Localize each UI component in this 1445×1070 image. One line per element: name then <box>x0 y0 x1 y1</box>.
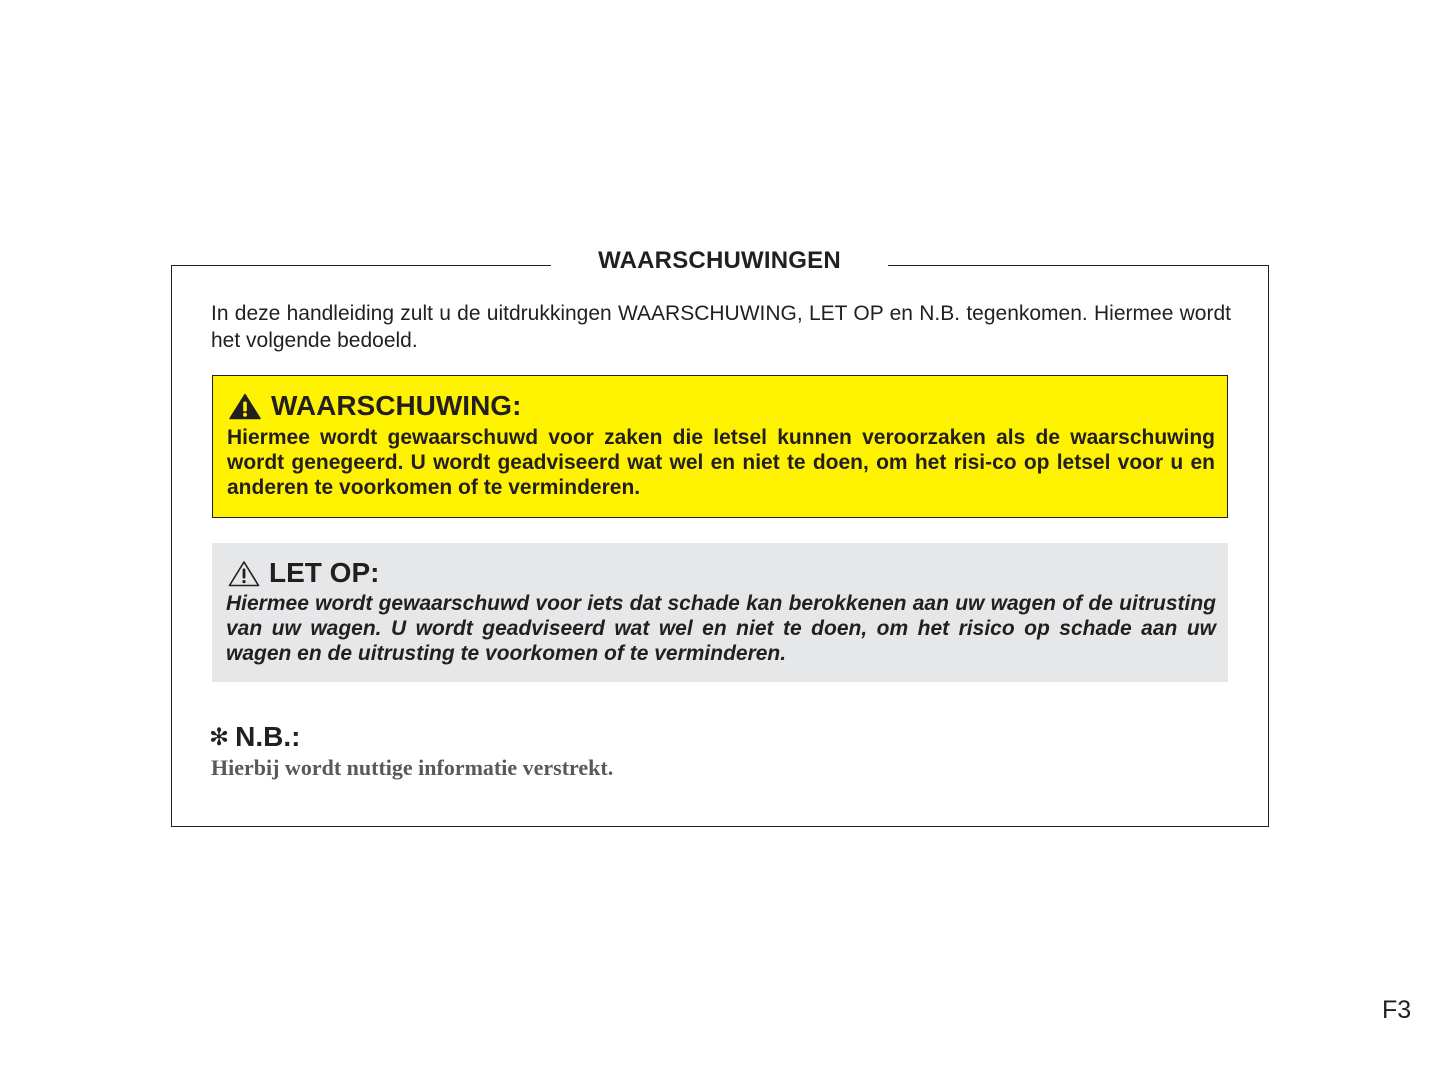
note-text: Hierbij wordt nuttige informatie verstrekt. <box>211 755 614 780</box>
section-title: WAARSCHUWINGEN <box>551 244 888 278</box>
warning-heading: WAARSCHUWING: <box>271 390 522 421</box>
warning-box <box>212 375 1228 518</box>
caution-triangle-outline-icon <box>228 560 260 587</box>
caution-heading-row <box>228 557 379 589</box>
asterisk-icon: ✻ <box>209 723 230 751</box>
caution-heading: LET OP: <box>269 557 380 588</box>
caution-box <box>212 543 1228 682</box>
intro-paragraph: In deze handleiding zult u de uitdrukkingen WAARSCHUWING, LET OP en N.B. tegenkomen. Hiermee wordt het volgende bedoeld. <box>211 302 1231 352</box>
warning-triangle-filled-icon <box>229 393 261 420</box>
warning-text: Hiermee wordt gewaarschuwd voor zaken die letsel kunnen veroorzaken als de waarschuwing wordt genegeerd. U wordt geadviseerd wat wel en niet te doen, om het risi-co op letsel voor u en anderen te voorkomen of te verminderen. <box>227 426 1215 499</box>
caution-text: Hiermee wordt gewaarschuwd voor iets dat schade kan berokkenen aan uw wagen of de uitrusting van uw wagen. U wordt geadviseerd wat wel en niet te doen, om het risico op schade aan uw wagen en de uitrusting te voorkomen of te verminderen. <box>226 592 1216 665</box>
note-heading: N.B.: <box>235 721 301 752</box>
warning-heading-row <box>229 390 521 422</box>
note-heading-row <box>209 720 300 754</box>
page-number: F3 <box>1382 996 1412 1024</box>
